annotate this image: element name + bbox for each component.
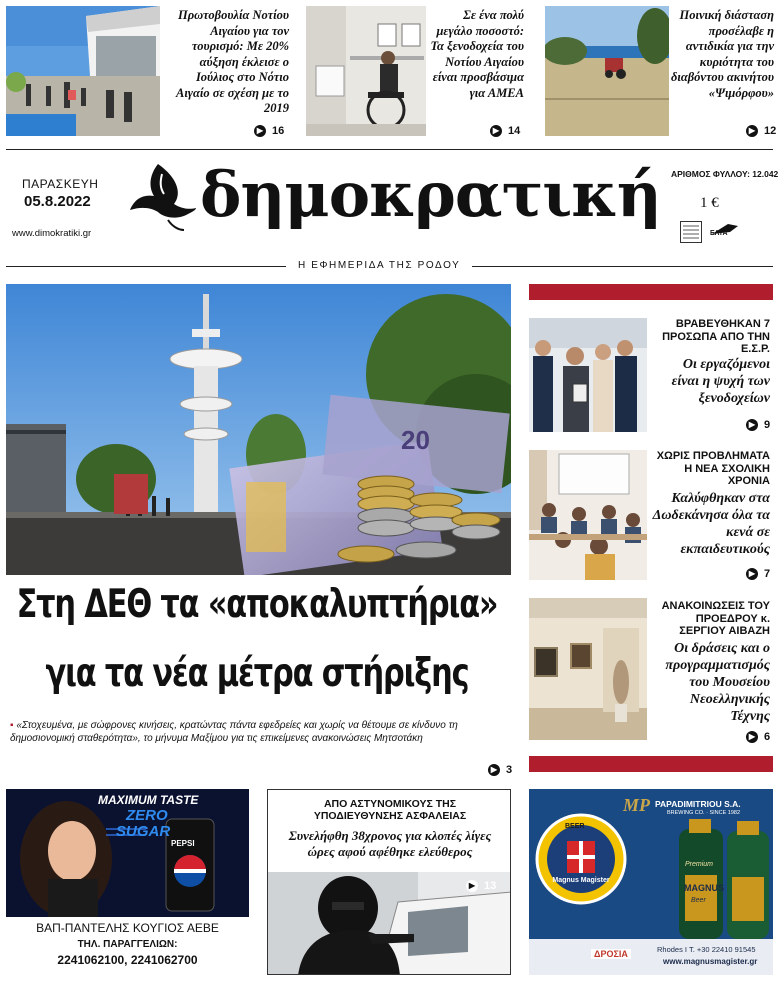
main-headline-line-1[interactable]: Στη ΔΕΘ τα «αποκαλυπτήρια»: [16, 582, 498, 627]
beer-badge-top: BEER: [565, 823, 585, 830]
main-headline-line-2[interactable]: για τα νέα μέτρα στήριξης: [45, 651, 469, 696]
teaser-photo-airport[interactable]: [6, 6, 160, 136]
sidebar-story-1-title[interactable]: Οι εργαζόμενοι είναι η ψυχή των ξενοδοχείων: [671, 357, 770, 406]
teaser-tourism[interactable]: [165, 8, 289, 117]
advert-pepsi[interactable]: [6, 789, 249, 975]
main-photo-thessaloniki-tower[interactable]: [6, 284, 511, 575]
price: 1 €: [700, 195, 719, 211]
sidebar-story-1-kicker: ΒΡΑΒΕΥΘΗΚΑΝ 7 ΠΡΟΣΩΠΑ ΑΠΟ ΤΗΝ Ε.Σ.Ρ.: [662, 318, 770, 355]
postal-permit-box: [680, 221, 702, 243]
sidebar-story-3-page[interactable]: ▶ 6: [746, 731, 770, 743]
teaser-photo-field-tractor[interactable]: [545, 6, 669, 136]
svg-text:20: 20: [401, 425, 430, 455]
sidebar-story-2-kicker: ΧΩΡΙΣ ΠΡΟΒΛΗΜΑΤΑ Η ΝΕΑ ΣΧΟΛΙΚΗ ΧΡΟΝΙΑ: [656, 450, 770, 487]
arrow-right-icon: ▶: [746, 125, 758, 137]
arrow-right-icon: ▶: [488, 764, 500, 776]
website-link[interactable]: www.dimokratiki.gr: [12, 228, 92, 239]
beer-badge-brand: Magnus Magister: [552, 877, 610, 884]
sidebar-story-2-title[interactable]: Καλύφθηκαν στα Δωδεκάνησα όλα τα κενά σε εκπαιδευτικούς: [652, 491, 770, 557]
police-story-box[interactable]: [267, 789, 511, 975]
pepsi-phones[interactable]: 2241062100, 2241062700: [57, 953, 198, 967]
police-story-title[interactable]: Συνελήφθη 38χρονος για κλοπές λίγες ώρες αφού αφέθηκε ελεύθερος: [288, 828, 492, 859]
pepsi-slogan-3: SUGAR: [116, 823, 171, 840]
arrow-right-icon: ▶: [254, 125, 266, 137]
teaser-property-dispute[interactable]: [670, 8, 774, 101]
beer-contact[interactable]: Rhodes I T. +30 22410 91545: [657, 945, 756, 954]
pepsi-can-brand: PEPSI: [171, 839, 195, 848]
elta-logo-icon: ΕΛΤΑ: [708, 220, 742, 242]
sidebar-photo-museum[interactable]: [529, 598, 647, 740]
pepsi-company: ΒΑΠ-ΠΑΝΤΕΛΗΣ ΚΟΥΓΙΟΣ ΑΕΒΕ: [36, 921, 219, 935]
main-story-page[interactable]: ▶ 3: [488, 764, 512, 776]
sidebar-top-bar: [529, 284, 773, 300]
pepsi-orders-label: ΤΗΛ. ΠΑΡΑΓΓΕΛΙΩΝ:: [77, 939, 178, 950]
edition-date: 05.8.2022: [24, 193, 91, 210]
main-story-lede: ▪ «Στοχευμένα, με σώφρονες κινήσεις, κρατώντας πάντα εφεδρείες και χωρίς να θέτουμε σε κίνδυνο τη δημοσιονομική σταθερότητα», το μήνυμα Μαξίμου για τις επικείμενες ανακοινώσεις Μητσοτάκη: [10, 720, 458, 744]
pepsi-slogan-2: ZERO: [126, 807, 168, 824]
sidebar-story-2-page[interactable]: ▶ 7: [746, 568, 770, 580]
sidebar-photo-awards[interactable]: [529, 318, 647, 432]
sidebar-photo-classroom[interactable]: [529, 450, 647, 580]
papadimitriou-logo-icon: MP: [623, 795, 650, 815]
arrow-right-icon: ▶: [746, 731, 758, 743]
teaser-property-dispute-text: Ποινική διάσταση προσέλαβε η αντιδικία για την κυριότητα του διαβόντου ακινήτου «Ψιμόρφου»: [670, 8, 774, 100]
beer-company-sub: BREWING CO. · SINCE 1982: [667, 810, 741, 816]
bullet-icon: ▪: [10, 720, 14, 731]
sidebar-bottom-bar: [529, 756, 773, 772]
teaser-tourism-text: Πρωτοβουλία Νοτίου Αιγαίου για τον τουρισμό: Με 20% αύξηση έκλεισε ο Ιούλιος στο Νότιο Αιγαίο σε σχέση με το 2019: [176, 8, 289, 115]
teaser-hotels-amea[interactable]: [428, 8, 524, 101]
advert-magnus-magister[interactable]: [529, 789, 773, 975]
teaser-tourism-page[interactable]: ▶ 16: [254, 125, 284, 137]
bottle-label-3: Beer: [691, 897, 706, 904]
teaser-property-dispute-page[interactable]: ▶ 12: [746, 125, 776, 137]
arrow-right-icon: ▶: [746, 419, 758, 431]
bottle-label-2: MAGNUS: [684, 883, 724, 893]
sidebar-story-3-title[interactable]: Οι δράσεις και ο προγραμματισμός του Μουσείου Νεοελληνικής Τέχνης: [665, 641, 770, 724]
top-divider: [6, 149, 773, 150]
beer-company: PAPADIMITRIOU S.A.: [655, 799, 741, 809]
teaser-hotels-amea-text: Σε ένα πολύ μεγάλο ποσοστό: Τα ξενοδοχεία του Νοτίου Αιγαίου είναι προσβάσιμα για ΑΜΕΑ: [430, 8, 524, 100]
issue-number: ΑΡΙΘΜΟΣ ΦΥΛΛΟΥ: 12.042: [671, 169, 779, 179]
newspaper-title: δημοκρατική: [200, 158, 661, 231]
drosia-brand: ΔΡΟΣΙΑ: [591, 949, 631, 959]
teaser-photo-accessible-bathroom[interactable]: [306, 6, 426, 136]
police-story-page[interactable]: ▶ 13: [466, 880, 496, 892]
tagline: Η ΕΦΗΜΕΡΙΔΑ ΤΗΣ ΡΟΔΟΥ: [286, 260, 472, 271]
bottle-label-1: Premium: [685, 861, 714, 868]
arrow-right-icon: ▶: [490, 125, 502, 137]
pepsi-slogan-1: MAXIMUM TASTE: [98, 793, 199, 807]
police-story-kicker: ΑΠΟ ΑΣΤΥΝΟΜΙΚΟΥΣ ΤΗΣ ΥΠΟΔΙΕΥΘΥΝΣΗΣ ΑΣΦΑΛΕΙΑΣ: [313, 798, 467, 822]
arrow-right-icon: ▶: [746, 568, 758, 580]
teaser-hotels-amea-page[interactable]: ▶ 14: [490, 125, 520, 137]
arrow-right-icon: ▶: [466, 880, 478, 892]
beer-web[interactable]: www.magnusmagister.gr: [663, 957, 758, 966]
edition-day: ΠΑΡΑΣΚΕΥΗ: [22, 177, 99, 191]
sidebar-story-1-page[interactable]: ▶ 9: [746, 419, 770, 431]
dove-logo-icon: [128, 160, 198, 232]
sidebar-story-3-kicker: ΑΝΑΚΟΙΝΩΣΕΙΣ ΤΟΥ ΠΡΟΕΔΡΟΥ κ. ΣΕΡΓΙΟΥ ΑΙΒΑΖΗ: [661, 600, 770, 637]
